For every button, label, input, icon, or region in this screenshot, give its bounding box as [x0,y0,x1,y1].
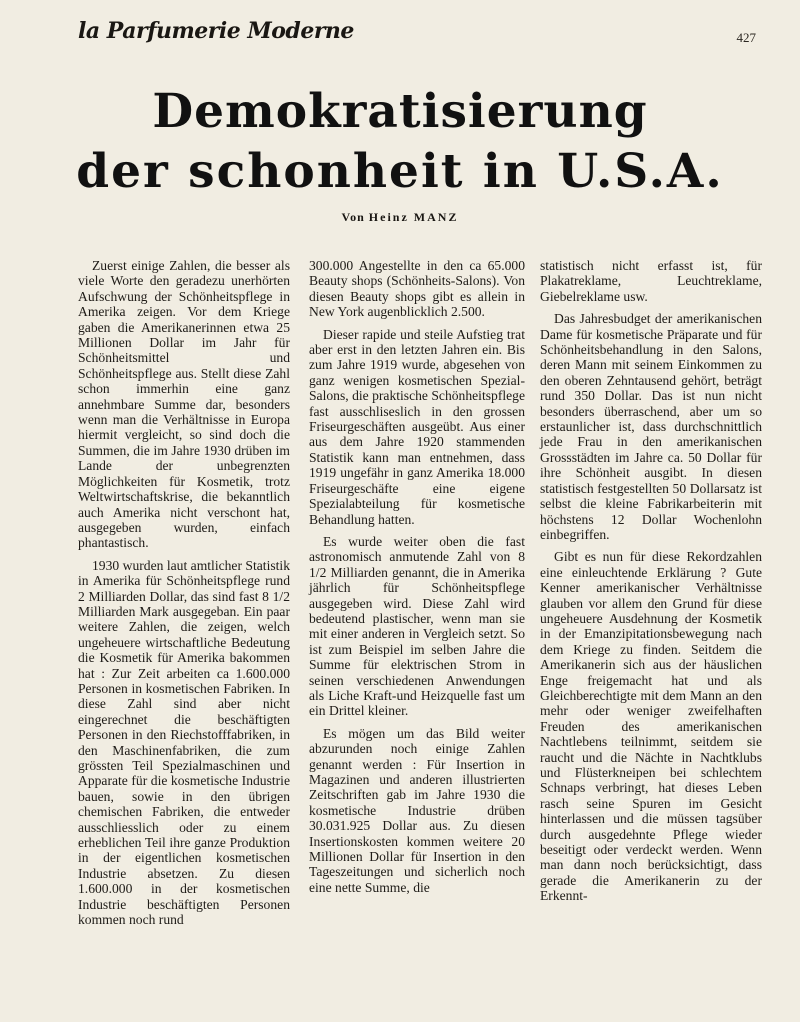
paragraph: 300.000 Angestellte in den ca 65.000 Beauty shops (Schönheits-Salons). Von diesen Beauty shops gibt es allein in New York augenblicklich 2.500. [309,258,525,320]
paragraph: Es mögen um das Bild weiter abzurunden noch einige Zahlen genannt werden : Für Insertion in Magazinen und anderen illustrierten Zeitschriften gab im Jahre 1930 die kosmetische Industrie drüben 30.031.925 Dollar aus. Zu diesen Insertionskosten kommen weitere 20 Millionen Dollar für Insertion in den Tageszeitungen und sicherlich noch eine nette Summe, die [309,725,525,895]
paragraph: Das Jahresbudget der amerikanischen Dame für kosmetische Präparate und für Schönheitsbehandlung in den Salons, deren Mann mit seinem Einkommen zu den oberen Zehntausend gehört, beträgt rund 350 Dollar. Das ist nun nicht besonders überraschend, aber um so erstaunlicher ist, dass durchschnittlich jede Frau in den amerikanischen Grossstädten im Jahre ca. 50 Dollar für ihre Schönheit ausgibt. In diesen statistisch festgestellten 50 Dollarsatz ist selbst die kleine Fabrikarbeiterin mit höchstens 12 Dollar Wochenlohn einbegriffen. [540,311,762,542]
text-column-2 [309,258,525,902]
article-title-line-1: Demokratisierung [152,84,648,139]
paragraph: Gibt es nun für diese Rekordzahlen eine einleuchtende Erklärung ? Gute Kenner amerikanischer Verhältnisse glauben vor allem den Grund für diese ungeheuere Ausdehnung der Kosmetik in der Emanzipitationsbewegung nach dem Kriege zu finden. Seitdem die Amerikanerin sich aus der häuslichen Enge freigemacht hat und als Gleichberechtigte mit dem Mann an den mehr oder weniger zweifelhaften Freuden des amerikanischen Nachtlebens teilnimmt, seitdem sie raucht und die Nächte in Nachtklubs und Flüsterkneipen bei schlechtem Schnaps verbringt, hat dieses Leben rasch seine Spuren im Gesicht hinterlassen und die müssen tagsüber durch ausgedehnte Pflege wieder beseitigt oder verdeckt werden. Wenn man dann noch berücksichtigt, dass gerade die Amerikanerin zu der Erkennt- [540,549,762,904]
page-number: 427 [736,30,756,45]
paragraph: Zuerst einige Zahlen, die besser als viele Worte den geradezu unerhörten Aufschwung der Schönheitspflege in Amerika zeigen. Vor dem Kriege gaben die Amerikanerinnen etwa 25 Millionen Dollar im Jahr für Schönheitsmittel und Schönheitspflege aus. Stellt diese Zahl schon immerhin eine ganz annehmbare Summe dar, besonders wenn man die Verhältnisse in Europa hiermit vergleicht, so sind doch die Summen, die im Jahre 1930 drüben im Lande der unbegrenzten Möglichkeiten für Kosmetik, trotz Weltwirtschaftskrise, die bekanntlich auch Amerika nicht verschont hat, ausgegeben wurden, einfach phantastisch. [78,258,290,551]
paragraph: statistisch nicht erfasst ist, für Plakatreklame, Leuchtreklame, Giebelreklame usw. [540,258,762,304]
byline-prefix: Von [341,210,365,224]
byline-author: Heinz MANZ [368,210,459,224]
text-column-1 [78,258,290,934]
paragraph: Es wurde weiter oben die fast astronomisch anmutende Zahl von 8 1/2 Milliarden genannt, die in Amerika jährlich für Schönheitspflege ausgegeben wird. Diese Zahl wird bedeutend plastischer, wenn man sie mit einer anderen in Vergleich setzt. So ist zum Beispiel im selben Jahre die Summe für elektrischen Strom in seinen verschiedenen Anwendungen als Liche Kraft-und Heizquelle fast um ein Drittel kleiner. [309,533,525,719]
paragraph: 1930 wurden laut amtlicher Statistik in Amerika für Schönheitspflege rund 2 Milliarden Dollar, das sind fast 8 1/2 Milliarden Mark ausgegeban. Ein paar weitere Zahlen, die zeigen, welch ungeheuere wirtschaftliche Bedeutung die Kosmetik für Amerika bakommen hat : Zur Zeit arbeiten ca 1.600.000 Personen in kosmetischen Fabriken. In diese Zahl sind aber nicht eingerechnet die beschäftigten Personen in den Riechstofffabriken, in den Maschinenfabriken, die zum grössten Teil Spezialmaschinen und Apparate für die kosmetische Industrie bauen, sowie in den übrigen chemischen Fabriken, die entweder ausschliesslich oder zu einem erheblichen Teil ihre ganze Produktion in der eigentlichen kosmetischen Industrie absetzen. Zu diesen 1.600.000 in der kosmetischen Industrie beschäftigten Personen kommen noch rund [78,557,290,928]
byline [0,210,800,225]
text-column-3 [540,258,762,911]
article-title-line-2: der schonheit in U.S.A. [76,144,724,199]
masthead: la Parfumerie Moderne [78,18,354,44]
paragraph: Dieser rapide und steile Aufstieg trat aber erst in den letzten Jahren ein. Bis zum Jahre 1919 wurde, abgesehen von ganz wenigen kosmetischen Spezial-Salons, die praktische Schönheitspflege fast ausschliseslich in den grossen Friseurgeschäften ausgeübt. Aus einer aus dem Jahre 1920 stammenden Statistik kann man entnehmen, dass 1919 ungefähr in ganz Amerika 18.000 Friseurgeschäfte eine eigene Spezialabteilung für kosmetische Behandlung hatten. [309,326,525,527]
